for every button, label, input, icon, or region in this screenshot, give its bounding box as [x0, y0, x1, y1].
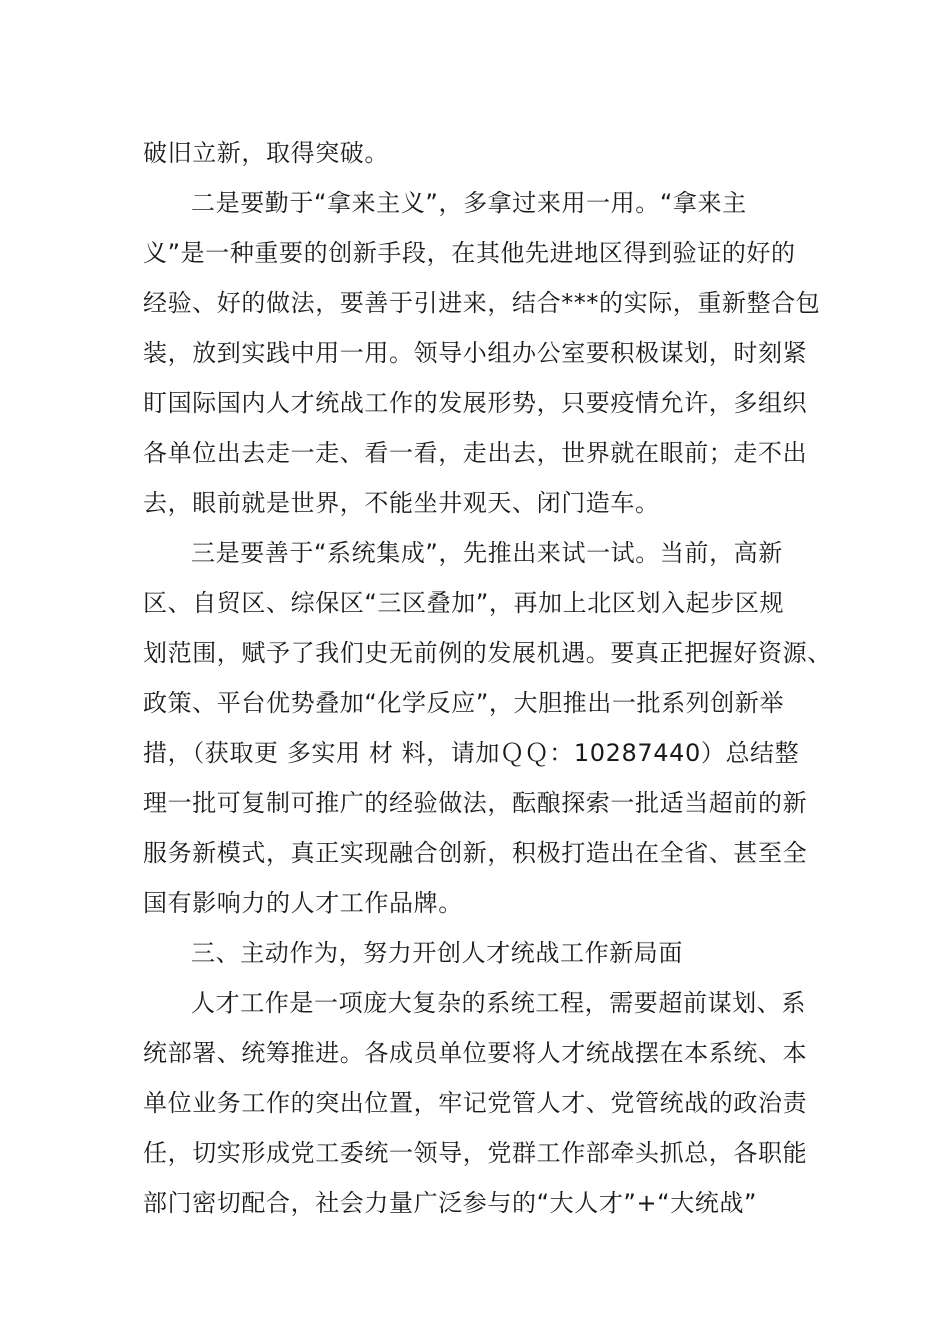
text-line: 任，切实形成党工委统一领导，党群工作部牵头抓总，各职能 [143, 1139, 808, 1167]
text-line: 经验、好的做法，要善于引进来，结合***的实际，重新整合包 [143, 289, 821, 317]
text-line: 区、自贸区、综保区“三区叠加”，再加上北区划入起步区规 [143, 589, 785, 617]
text-line: 破旧立新，取得突破。 [143, 139, 389, 167]
text-line: 义”是一种重要的创新手段，在其他先进地区得到验证的好的 [143, 239, 796, 267]
text-line: 装，放到实践中用一用。领导小组办公室要积极谋划，时刻紧 [143, 339, 808, 367]
text-line: 盯国际国内人才统战工作的发展形势，只要疫情允许，多组织 [143, 389, 808, 417]
text-line: 政策、平台优势叠加“化学反应”，大胆推出一批系列创新举 [143, 689, 785, 717]
text-line: 理一批可复制可推广的经验做法，酝酿探索一批适当超前的新 [143, 789, 808, 817]
text-line: 措，（获取更 多实用 材 料，请加ＱＱ：10287440）总结整 [143, 739, 800, 767]
text-line: 单位业务工作的突出位置，牢记党管人才、党管统战的政治责 [143, 1089, 808, 1117]
text-line: 去，眼前就是世界，不能坐井观天、闭门造车。 [143, 489, 660, 517]
paragraph-start-line: 人才工作是一项庞大复杂的系统工程，需要超前谋划、系 [191, 989, 806, 1017]
document-body [143, 128, 832, 1228]
text-line: 统部署、统筹推进。各成员单位要将人才统战摆在本系统、本 [143, 1039, 808, 1067]
text-line: 服务新模式，真正实现融合创新，积极打造出在全省、甚至全 [143, 839, 808, 867]
text-line: 部门密切配合，社会力量广泛参与的“大人才”+“大统战” [143, 1189, 758, 1217]
section-heading: 三、主动作为，努力开创人才统战工作新局面 [191, 939, 683, 967]
text-line: 各单位出去走一走、看一看，走出去，世界就在眼前；走不出 [143, 439, 808, 467]
text-line: 国有影响力的人才工作品牌。 [143, 889, 463, 917]
paragraph-start-line: 三是要善于“系统集成”，先推出来试一试。当前，高新 [191, 539, 783, 567]
paragraph-start-line: 二是要勤于“拿来主义”，多拿过来用一用。“拿来主 [191, 189, 747, 217]
text-line: 划范围，赋予了我们史无前例的发展机遇。要真正把握好资源、 [143, 639, 832, 667]
